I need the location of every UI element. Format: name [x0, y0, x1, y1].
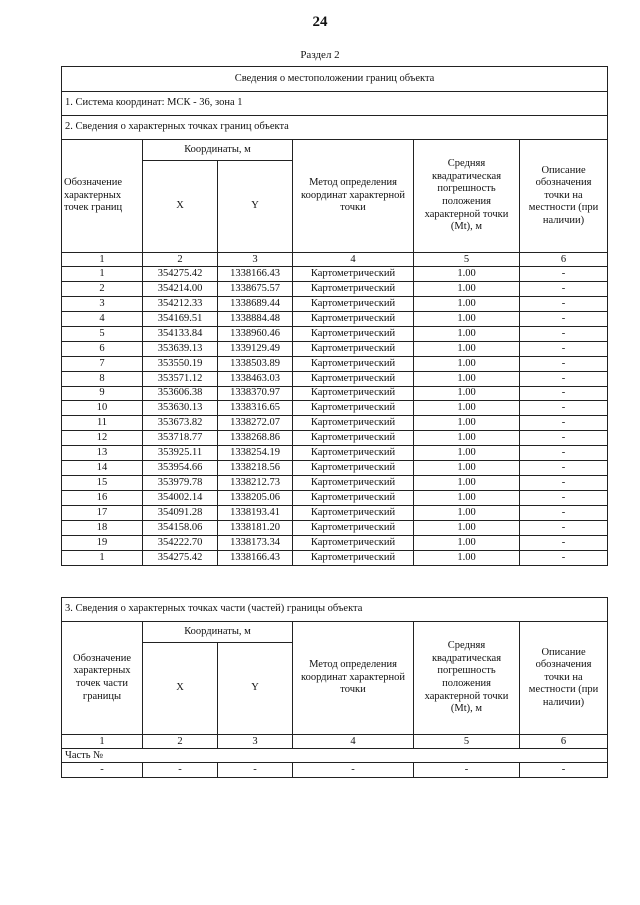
method-cell: Картометрический: [293, 446, 414, 461]
point-number-cell: 19: [62, 535, 143, 550]
y-coordinate-cell: 1338181.20: [218, 520, 293, 535]
description-cell: -: [520, 401, 608, 416]
method-cell: Картометрический: [293, 461, 414, 476]
error-cell: 1.00: [414, 476, 520, 491]
method-cell: Картометрический: [293, 267, 414, 282]
table-row: [62, 326, 608, 341]
table-title: Сведения о местоположении границ объекта: [62, 67, 608, 92]
point-number-cell: 1: [62, 550, 143, 565]
error-cell: 1.00: [414, 311, 520, 326]
x-coordinate-cell: -: [143, 763, 218, 778]
method-cell: Картометрический: [293, 476, 414, 491]
x-coordinate-cell: 353630.13: [143, 401, 218, 416]
section-label: Раздел 2: [300, 49, 340, 61]
point-number-cell: 10: [62, 401, 143, 416]
point-number-cell: 9: [62, 386, 143, 401]
error-cell: 1.00: [414, 431, 520, 446]
header-coordinates: Координаты, м: [143, 622, 293, 643]
point-number-cell: 18: [62, 520, 143, 535]
table-row: [62, 446, 608, 461]
description-cell: -: [520, 281, 608, 296]
column-number: 3: [218, 735, 293, 749]
y-coordinate-cell: 1338166.43: [218, 267, 293, 282]
x-coordinate-cell: 353673.82: [143, 416, 218, 431]
description-cell: -: [520, 520, 608, 535]
description-cell: -: [520, 763, 608, 778]
table-row: [62, 520, 608, 535]
point-number-cell: 11: [62, 416, 143, 431]
header-y: Y: [218, 643, 293, 735]
x-coordinate-cell: 354091.28: [143, 506, 218, 521]
column-number: 4: [293, 735, 414, 749]
error-cell: 1.00: [414, 371, 520, 386]
description-cell: -: [520, 341, 608, 356]
y-coordinate-cell: 1338268.86: [218, 431, 293, 446]
description-cell: -: [520, 446, 608, 461]
column-number: 1: [62, 253, 143, 267]
section3-title: 3. Сведения о характерных точках части (частей) границы объекта: [62, 598, 608, 622]
method-cell: Картометрический: [293, 401, 414, 416]
description-cell: -: [520, 296, 608, 311]
method-cell: -: [293, 763, 414, 778]
point-number-cell: 13: [62, 446, 143, 461]
description-cell: -: [520, 550, 608, 565]
method-cell: Картометрический: [293, 416, 414, 431]
x-coordinate-cell: 354275.42: [143, 267, 218, 282]
column-number: 2: [143, 735, 218, 749]
header-error: Средняя квадратическая погрешность положения характерной точки (Mt), м: [414, 622, 520, 735]
table-row: [62, 506, 608, 521]
table-row: [62, 267, 608, 282]
point-number-cell: 6: [62, 341, 143, 356]
x-coordinate-cell: 353979.78: [143, 476, 218, 491]
y-coordinate-cell: 1338205.06: [218, 491, 293, 506]
column-number: 6: [520, 253, 608, 267]
section2-title: 2. Сведения о характерных точках границ объекта: [62, 116, 608, 140]
column-number: 4: [293, 253, 414, 267]
method-cell: Картометрический: [293, 550, 414, 565]
y-coordinate-cell: 1338370.97: [218, 386, 293, 401]
y-coordinate-cell: 1338173.34: [218, 535, 293, 550]
table-row: [62, 416, 608, 431]
page-number: 24: [312, 14, 328, 30]
table-row: [62, 535, 608, 550]
column-number: 2: [143, 253, 218, 267]
x-coordinate-cell: 353571.12: [143, 371, 218, 386]
y-coordinate-cell: 1338689.44: [218, 296, 293, 311]
y-coordinate-cell: 1338316.65: [218, 401, 293, 416]
method-cell: Картометрический: [293, 535, 414, 550]
column-number: 6: [520, 735, 608, 749]
x-coordinate-cell: 353550.19: [143, 356, 218, 371]
point-number-cell: 15: [62, 476, 143, 491]
point-number-cell: 4: [62, 311, 143, 326]
y-coordinate-cell: -: [218, 763, 293, 778]
method-cell: Картометрический: [293, 431, 414, 446]
description-cell: -: [520, 371, 608, 386]
error-cell: 1.00: [414, 356, 520, 371]
error-cell: 1.00: [414, 506, 520, 521]
table-row: [62, 476, 608, 491]
x-coordinate-cell: 353639.13: [143, 341, 218, 356]
y-coordinate-cell: 1338960.46: [218, 326, 293, 341]
method-cell: Картометрический: [293, 520, 414, 535]
table-row: [62, 311, 608, 326]
method-cell: Картометрический: [293, 386, 414, 401]
method-cell: Картометрический: [293, 371, 414, 386]
y-coordinate-cell: 1339129.49: [218, 341, 293, 356]
point-number-cell: 5: [62, 326, 143, 341]
point-number-cell: 1: [62, 267, 143, 282]
error-cell: 1.00: [414, 326, 520, 341]
error-cell: 1.00: [414, 296, 520, 311]
x-coordinate-cell: 354158.06: [143, 520, 218, 535]
table-row: [62, 281, 608, 296]
point-number-cell: 12: [62, 431, 143, 446]
method-cell: Картометрический: [293, 491, 414, 506]
x-coordinate-cell: 354222.70: [143, 535, 218, 550]
column-numbers-row: [62, 735, 608, 749]
description-cell: -: [520, 461, 608, 476]
description-cell: -: [520, 416, 608, 431]
point-number-cell: 14: [62, 461, 143, 476]
table-row: [62, 461, 608, 476]
method-cell: Картометрический: [293, 311, 414, 326]
column-number: 5: [414, 253, 520, 267]
error-cell: 1.00: [414, 416, 520, 431]
description-cell: -: [520, 535, 608, 550]
error-cell: 1.00: [414, 386, 520, 401]
table-row: [62, 491, 608, 506]
table-row: [62, 341, 608, 356]
x-coordinate-cell: 353606.38: [143, 386, 218, 401]
points-table: [61, 66, 608, 566]
column-number: 3: [218, 253, 293, 267]
description-cell: -: [520, 356, 608, 371]
y-coordinate-cell: 1338675.57: [218, 281, 293, 296]
x-coordinate-cell: 353718.77: [143, 431, 218, 446]
x-coordinate-cell: 354275.42: [143, 550, 218, 565]
point-number-cell: -: [62, 763, 143, 778]
y-coordinate-cell: 1338218.56: [218, 461, 293, 476]
y-coordinate-cell: 1338254.19: [218, 446, 293, 461]
description-cell: -: [520, 476, 608, 491]
x-coordinate-cell: 354169.51: [143, 311, 218, 326]
column-number: 1: [62, 735, 143, 749]
error-cell: 1.00: [414, 267, 520, 282]
table-row: [62, 431, 608, 446]
y-coordinate-cell: 1338193.41: [218, 506, 293, 521]
x-coordinate-cell: 354133.84: [143, 326, 218, 341]
description-cell: -: [520, 311, 608, 326]
header-point-designation-part: Обозначение характерных точек части границы: [62, 622, 143, 735]
header-description: Описание обозначения точки на местности (при наличии): [520, 622, 608, 735]
error-cell: 1.00: [414, 491, 520, 506]
x-coordinate-cell: 353954.66: [143, 461, 218, 476]
x-coordinate-cell: 354002.14: [143, 491, 218, 506]
error-cell: 1.00: [414, 401, 520, 416]
part-points-table: [61, 597, 608, 778]
part-label: Часть №: [62, 749, 608, 763]
header-method: Метод определения координат характерной точки: [293, 140, 414, 253]
y-coordinate-cell: 1338503.89: [218, 356, 293, 371]
table-row: [62, 371, 608, 386]
header-x: X: [143, 643, 218, 735]
error-cell: 1.00: [414, 446, 520, 461]
point-number-cell: 2: [62, 281, 143, 296]
table-row: [62, 386, 608, 401]
table-row: [62, 550, 608, 565]
x-coordinate-cell: 354212.33: [143, 296, 218, 311]
error-cell: 1.00: [414, 341, 520, 356]
method-cell: Картометрический: [293, 281, 414, 296]
header-coordinates: Координаты, м: [143, 140, 293, 161]
description-cell: -: [520, 491, 608, 506]
header-method: Метод определения координат характерной точки: [293, 622, 414, 735]
error-cell: 1.00: [414, 535, 520, 550]
y-coordinate-cell: 1338463.03: [218, 371, 293, 386]
error-cell: 1.00: [414, 281, 520, 296]
error-cell: 1.00: [414, 550, 520, 565]
description-cell: -: [520, 267, 608, 282]
method-cell: Картометрический: [293, 296, 414, 311]
y-coordinate-cell: 1338272.07: [218, 416, 293, 431]
column-number: 5: [414, 735, 520, 749]
description-cell: -: [520, 431, 608, 446]
description-cell: -: [520, 386, 608, 401]
coord-system: 1. Система координат: МСК - 36, зона 1: [62, 92, 608, 116]
table-row: [62, 401, 608, 416]
point-number-cell: 16: [62, 491, 143, 506]
header-y: Y: [218, 161, 293, 253]
method-cell: Картометрический: [293, 326, 414, 341]
table-row: [62, 356, 608, 371]
point-number-cell: 17: [62, 506, 143, 521]
x-coordinate-cell: 354214.00: [143, 281, 218, 296]
error-cell: -: [414, 763, 520, 778]
header-point-designation: Обозначение характерных точек границ: [62, 140, 143, 253]
table-row: [62, 763, 608, 778]
y-coordinate-cell: 1338884.48: [218, 311, 293, 326]
point-number-cell: 8: [62, 371, 143, 386]
table-row: [62, 296, 608, 311]
description-cell: -: [520, 506, 608, 521]
method-cell: Картометрический: [293, 506, 414, 521]
column-numbers-row: [62, 253, 608, 267]
description-cell: -: [520, 326, 608, 341]
header-x: X: [143, 161, 218, 253]
point-number-cell: 3: [62, 296, 143, 311]
y-coordinate-cell: 1338212.73: [218, 476, 293, 491]
header-description: Описание обозначения точки на местности (при наличии): [520, 140, 608, 253]
y-coordinate-cell: 1338166.43: [218, 550, 293, 565]
header-error: Средняя квадратическая погрешность положения характерной точки (Mt), м: [414, 140, 520, 253]
method-cell: Картометрический: [293, 341, 414, 356]
x-coordinate-cell: 353925.11: [143, 446, 218, 461]
method-cell: Картометрический: [293, 356, 414, 371]
point-number-cell: 7: [62, 356, 143, 371]
error-cell: 1.00: [414, 461, 520, 476]
error-cell: 1.00: [414, 520, 520, 535]
